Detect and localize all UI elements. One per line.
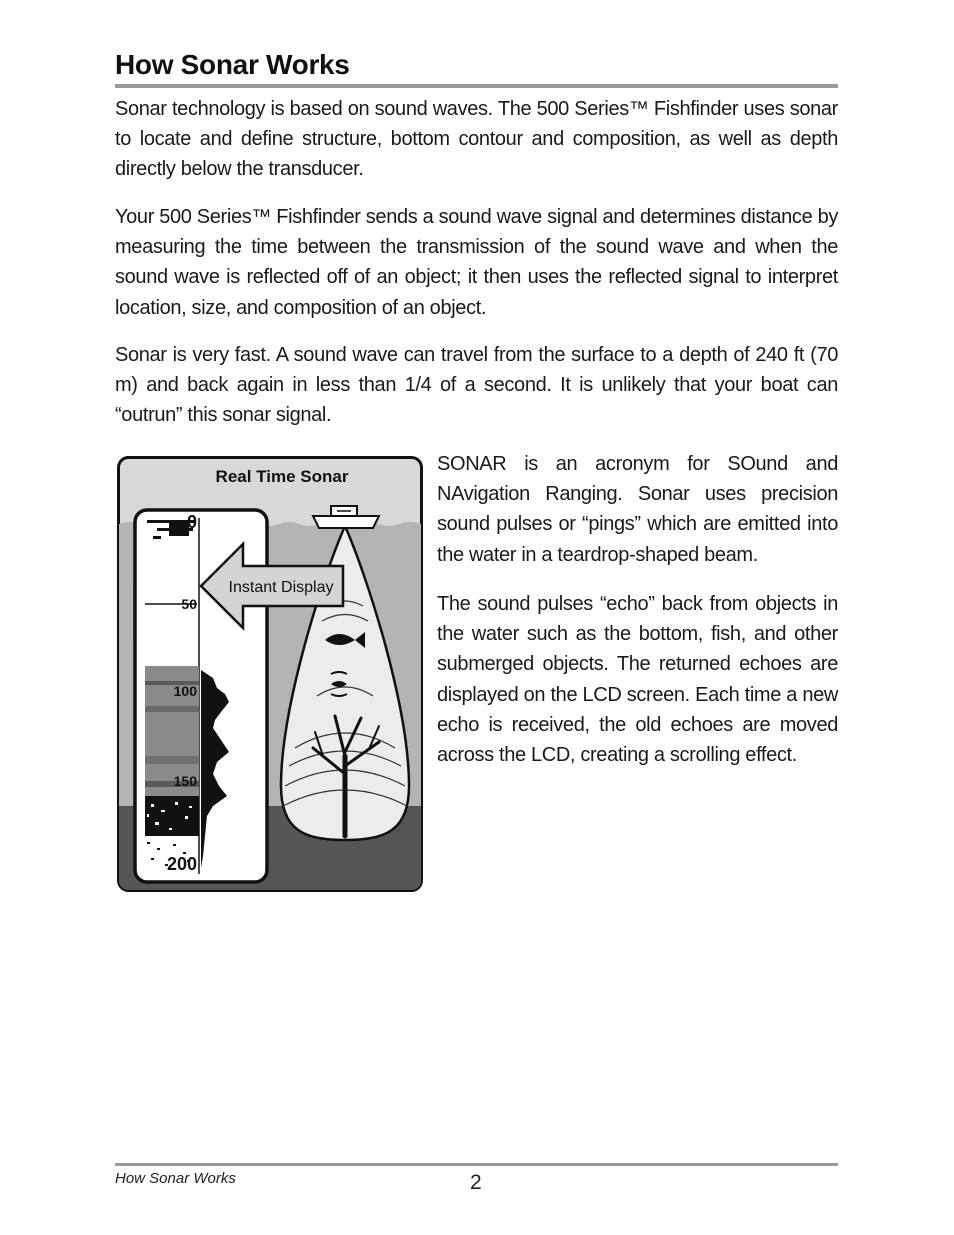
depth-label-50: 50 xyxy=(181,596,197,612)
intro-paragraph: Sonar technology is based on sound waves. The 500 Series™ Fishfinder uses sonar to locate and define structure, bottom contour and composition, as well as depth directly below the transducer. xyxy=(115,98,838,181)
footer-divider xyxy=(115,1163,838,1166)
speed-paragraph: Sonar is very fast. A sound wave can travel from the surface to a depth of 240 ft (70 m) and back again in less than 1/4 of a second. It is unlikely that your boat can “outrun” this sonar signal. xyxy=(115,344,838,427)
arrow-label: Instant Display xyxy=(228,579,334,596)
depth-label-0: 0 xyxy=(186,512,197,532)
depth-label-200: 200 xyxy=(166,854,197,874)
page-number: 2 xyxy=(470,1171,482,1194)
page-title: How Sonar Works xyxy=(115,49,350,80)
real-time-sonar-figure xyxy=(117,456,423,892)
echo-paragraph: The sound pulses “echo” back from objects in the water such as the bottom, fish, and other submerged objects. The returned echoes are displayed on the LCD screen. Each time a new echo is received, the old echoes are moved across the LCD, creating a scrolling effect. xyxy=(437,593,838,767)
distance-paragraph: Your 500 Series™ Fishfinder sends a sound wave signal and determines distance by measuring the time between the transmission of the sound wave and when the sound wave is reflected off of an object; it then uses the reflected signal to interpret location, size, and composition of an object. xyxy=(115,206,838,319)
sonar-acronym-paragraph: SONAR is an acronym for SOund and NAvigation Ranging. Sonar uses precision sound pulses or “pings” which are emitted into the water in a teardrop-shaped beam. xyxy=(437,453,838,566)
sonar-illustration xyxy=(117,456,423,892)
depth-label-100: 100 xyxy=(173,683,197,699)
figure-title: Real Time Sonar xyxy=(215,467,349,486)
footer-section-title: How Sonar Works xyxy=(115,1170,236,1187)
depth-label-150: 150 xyxy=(173,773,197,789)
title-divider xyxy=(115,84,838,88)
